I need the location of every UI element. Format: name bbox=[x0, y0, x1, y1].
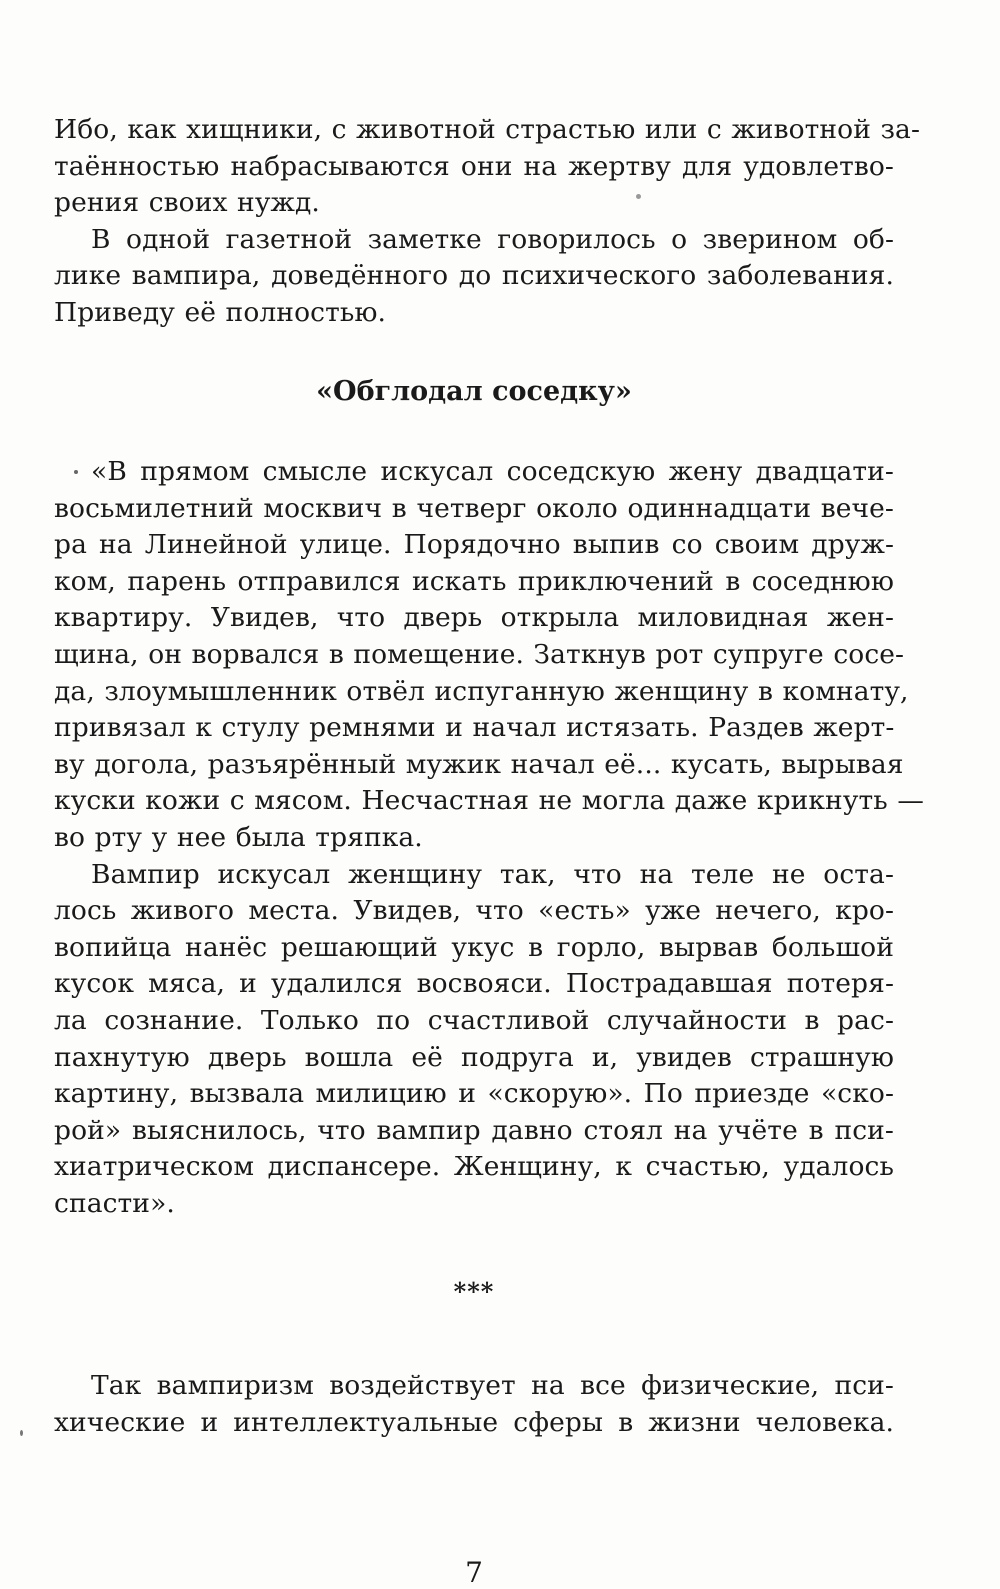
scan-speck bbox=[636, 194, 641, 199]
article-paragraph-2 bbox=[54, 857, 894, 1223]
text-line: лике вампира, доведённого до психического заболевания. bbox=[54, 260, 894, 292]
text-line: кусок мяса, и удалился восвояси. Пострадавшая потеря- bbox=[54, 968, 894, 1000]
text-line: квартиру. Увидев, что дверь открыла миловидная жен- bbox=[54, 602, 894, 634]
text-line: ла сознание. Только по счастливой случайности в рас- bbox=[54, 1004, 894, 1036]
text-line: пахнутую дверь вошла её подруга и, увидев страшную bbox=[54, 1041, 894, 1073]
text-line: ком, парень отправился искать приключений в соседнюю bbox=[54, 565, 894, 597]
page-number: 7 bbox=[465, 1556, 483, 1589]
text-line: В одной газетной заметке говорилось о зверином об- bbox=[91, 223, 894, 255]
text-line: рения своих нужд. bbox=[54, 187, 320, 219]
scan-speck bbox=[74, 470, 78, 474]
text-line: куски кожи с мясом. Несчастная не могла даже крикнуть — bbox=[54, 785, 924, 817]
text-line: Приведу её полностью. bbox=[54, 296, 387, 328]
article-paragraph-1 bbox=[54, 454, 924, 857]
text-line: лось живого места. Увидев, что «есть» уже нечего, кро- bbox=[54, 895, 894, 927]
text-line: таённостью набрасываются они на жертву для удовлетво- bbox=[54, 150, 894, 182]
intro-paragraph-1 bbox=[54, 112, 921, 222]
article-heading: «Обглодал соседку» bbox=[316, 376, 632, 407]
text-line: восьмилетний москвич в четверг около одиннадцати вече- bbox=[54, 492, 894, 524]
text-line: щина, он ворвался в помещение. Заткнув рот супруге сосе- bbox=[54, 638, 905, 670]
text-line: рой» выяснилось, что вампир давно стоял на учёте в пси- bbox=[54, 1114, 894, 1146]
intro-paragraph-2 bbox=[54, 222, 894, 332]
text-line: хические и интеллектуальные сферы в жизни человека. bbox=[54, 1406, 894, 1438]
text-line: ра на Линейной улице. Порядочно выпив со своим друж- bbox=[54, 529, 894, 561]
section-separator: *** bbox=[453, 1277, 495, 1306]
text-line: Вампир искусал женщину так, что на теле не оста- bbox=[91, 858, 894, 890]
text-line: хиатрическом диспансере. Женщину, к счастью, удалось bbox=[54, 1151, 894, 1183]
closing-paragraph bbox=[54, 1368, 894, 1441]
closing-section bbox=[54, 1368, 894, 1441]
text-line: картину, вызвала милицию и «скорую». По приезде «ско- bbox=[54, 1078, 894, 1110]
text-line: ву догола, разъярённый мужик начал её... кусать, вырывая bbox=[54, 748, 904, 780]
text-line: «В прямом смысле искусал соседскую жену двадцати- bbox=[91, 456, 894, 487]
text-line: Ибо, как хищники, с животной страстью или с животной за- bbox=[54, 114, 921, 145]
text-line: во рту у нее была тряпка. bbox=[54, 821, 423, 853]
text-line: спасти». bbox=[54, 1187, 175, 1219]
text-line: да, злоумышленник отвёл испуганную женщину в комнату, bbox=[54, 675, 909, 707]
text-line: Так вампиризм воздействует на все физические, пси- bbox=[91, 1370, 894, 1401]
text-line: привязал к стулу ремнями и начал истязать. Раздев жерт- bbox=[54, 712, 895, 744]
article-section bbox=[54, 454, 924, 1222]
scan-speck bbox=[20, 1430, 23, 1436]
intro-section bbox=[54, 112, 921, 332]
text-line: вопийца нанёс решающий укус в горло, вырвав большой bbox=[54, 931, 894, 963]
